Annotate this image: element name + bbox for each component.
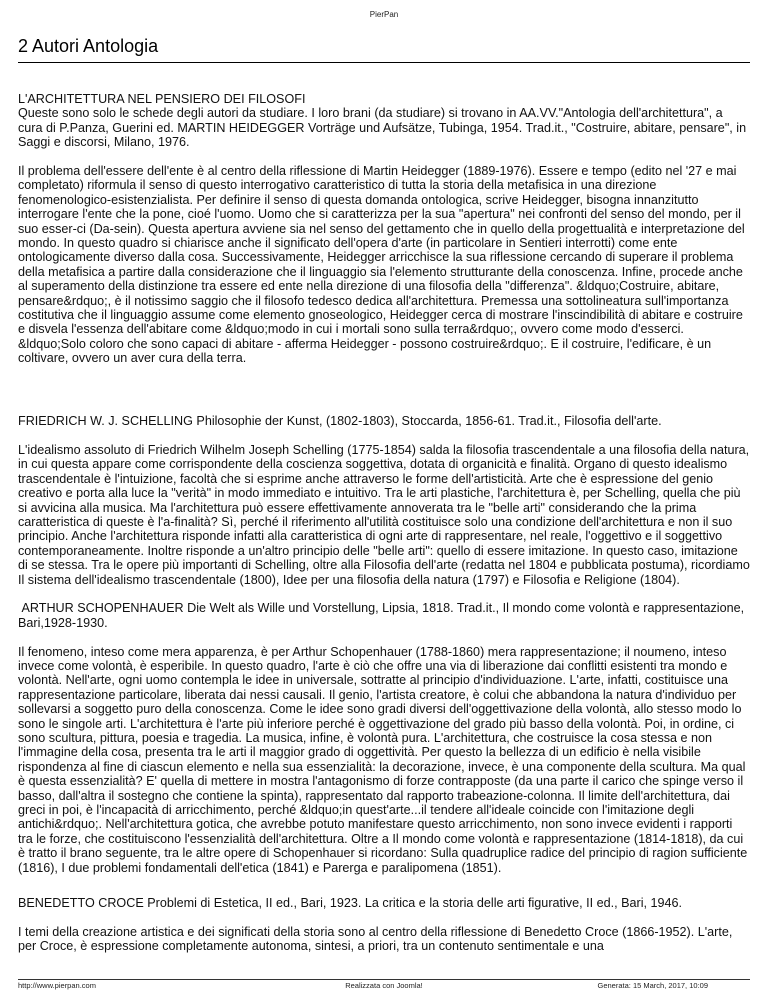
schelling-heading: FRIEDRICH W. J. SCHELLING Philosophie der Kunst, (1802-1803), Stoccarda, 1856-61. Trad.it., Filosofia dell'arte. <box>18 414 662 429</box>
schopenhauer-paragraph: Il fenomeno, inteso come mera apparenza, è per Arthur Schopenhauer (1788-1860) mera rappresentazione; il noumeno, inteso invece come volontà, è esperibile. In questo quadro, l'arte è ciò che offre una via di liberazione dai conflitti esistenti tra mondo e volontà. Nell'arte, ogni uomo contempla le idee in universale, sottratte al principio d'individuazione. L'arte, infatti, costituisce una rappresentazione particolare, liberata dai nessi causali. Il genio, l'artista creatore, è colui che abbandona la natura d'individuo per sollevarsi a soggetto puro della conoscenza. Come le idee sono gradi diversi dell'oggettivazione della volontà, allo stesso modo lo sono le singole arti. L'architettura è l'arte più inferiore perché è oggettivazione del grado più basso della volontà. Poi, in ordine, ci sono scultura, pittura, poesia e tragedia. La musica, infine, è volontà pura. L'architettura, che costruisce la cosa stessa e non l'immagine della cosa, presenta tra le arti il maggior grado di oggettività. Per questo la bellezza di un edificio è nella visibile rispondenza al fine di ciascun elemento e nella sua essenzialità: la decorazione, invece, è una componente della scultura. Ma qual è questa essenzialità? E' quella di mettere in mostra l'antagonismo di forze contrapposte (da una parte il carico che spinge verso il basso, dall'altra il sostegno che contiene la spinta), rappresentato dal rapporto trabeazione-colonna. Il limite dell'architettura, dai greci in poi, è l'incapacità di arricchimento, perché &ldquo;in quest'arte...il tendere all'ideale coincide con l'imitazione degli antichi&rdquo;. Nell'architettura gotica, che avrebbe potuto manifestare questo arricchimento, non sono invece evidenti i rapporti tra le forze, che costituiscono l'essenzialità dell'architettura. Oltre a Il mondo come volontà e rappresentazione (1814-1818), da cui è tratto il brano seguente, tra le altre opere di Schopenhauer si ricordano: Sulla quadruplice radice del principio di ragion sufficiente (1816), I due problemi fondamentali dell'etica (1841) e Parerga e paralipomena (1851). <box>18 644 748 875</box>
article-body <box>18 92 750 968</box>
page-footer <box>18 979 750 990</box>
footer-made-with: Realizzata con Joomla! <box>345 981 423 990</box>
site-header: PierPan <box>369 10 399 19</box>
croce-paragraph: I temi della creazione artistica e dei significati della storia sono al centro della riflessione di Benedetto Croce (1866-1952). L'arte, per Croce, è espressione completamente autonoma, sintesi, a priori, tra un contenuto sentimentale e una <box>18 924 733 954</box>
section-gap <box>18 380 750 414</box>
footer-generated: Generata: 15 March, 2017, 10:09 <box>597 981 708 990</box>
heidegger-paragraph: Il problema dell'essere dell'ente è al centro della riflessione di Martin Heidegger (1889-1976). Essere e tempo (edito nel '27 e mai completato) riformula il senso di questo interrogativo caratteristico di tutta la storia della metafisica in una direzione fenomenologico-esistenzialista. Per definire il senso di questa domanda ontologica, scrive Heidegger, bisogna innanzitutto interrogare l'ente che la pone, cioé l'uomo. Uomo che si caratterizza per la sua "apertura" nei confronti del senso del mondo, per il suo esser-ci (Da-sein). Questa apertura avviene sia nel senso del gettamento che in quello della progettualità e interpretazione del mondo. In questo quadro si chiarisce anche il significato dell'opera d'arte (in particolare in Sentieri interrotti) come ente ontologicamente diverso dalla cosa. Successivamente, Heidegger arricchisce la sua riflessione cercando di superare il problema della metafisica a partire dalla considerazione che il linguaggio sia l'elemento strutturante della conoscenza. Infine, procede anche al superamento della distinzione tra essere ed ente nella direzione di una filosofia della "differenza". &ldquo;Costruire, abitare, pensare&rdquo;, è il notissimo saggio che il filosofo tedesco dedica all'architettura. Premessa una sottolineatura sull'importanza costitutiva che il linguaggio assume come elemento gnoseologico, Heidegger cerca di mostrare l'inscindibilità di abitare e costruire e disvela l'essenza dell'abitare come &ldquo;modo in cui i mortali sono sulla terra&rdquo;, ovvero come modo d'esserci. &ldquo;Solo coloro che sono capaci di abitare - afferma Heidegger - possono costruire&rdquo;. E il costruire, l'edificare, è un coltivare, ovvero un aver cura della terra. <box>18 164 745 366</box>
footer-url[interactable]: http://www.pierpan.com <box>18 981 96 990</box>
title-divider <box>18 62 750 63</box>
schelling-paragraph: L'idealismo assoluto di Friedrich Wilhelm Joseph Schelling (1775-1854) salda la filosofia trascendentale a una filosofia della natura, in cui questa appare come corrispondente della coscienza soggettiva, dotata di organicità e finalità. Organo di questo idealismo trascendentale è l'intuizione, facoltà che si esprime anche attraverso le forme dell'artisticità. Arte che è espressione del genio creativo e porta alla luce la "verità" in modo immediato e intuitivo. Tra le arti plastiche, l'architettura è, per Schelling, quella che più si avvicina alla musica. Ma l'architettura può essere effettivamente annoverata tra le "belle arti" considerando che la prima caratteristica di queste è l'a-finalità? Sì, perché il riferimento all'utilità costituisce solo una condizione dell'architettura e non il suo principio. Anche l'architettura risponde infatti alla caratteristica di ogni arte di rappresentare, nel reale, l'oggettivo e il soggettivo contemporaneamente. Inoltre risponde a un'altro principio delle "belle arti": quello di essere imitazione. In questo caso, imitazione di se stessa. Tra le opere più importanti di Schelling, oltre alla Filosofia dell'arte (redatta nel 1804 e pubblicata postuma), ricordiamo Il sistema dell'idealismo trascendentale (1800), Idee per una filosofia della natura (1797) e Filosofia e Religione (1804). <box>18 442 750 587</box>
page-title: 2 Autori Antologia <box>18 36 159 56</box>
croce-heading: BENEDETTO CROCE Problemi di Estetica, II ed., Bari, 1923. La critica e la storia delle arti figurative, II ed., Bari, 1946. <box>18 896 683 911</box>
intro-paragraph: L'ARCHITETTURA NEL PENSIERO DEI FILOSOFI Queste sono solo le schede degli autori da studiare. I loro brani (da studiare) si trovano in AA.VV."Antologia dell'architettura", a cura di P.Panza, Guerini ed. MARTIN HEIDEGGER Vorträge und Aufsätze, Tubinga, 1954. Trad.it., "Costruire, abitare, pensare", in Saggi e discorsi, Milano, 1976. <box>18 92 747 150</box>
schopenhauer-heading: ARTHUR SCHOPENHAUER Die Welt als Wille und Vorstellung, Lipsia, 1818. Trad.it., Il mondo come volontà e rappresentazione, Bari,1928-1930. <box>18 601 748 630</box>
